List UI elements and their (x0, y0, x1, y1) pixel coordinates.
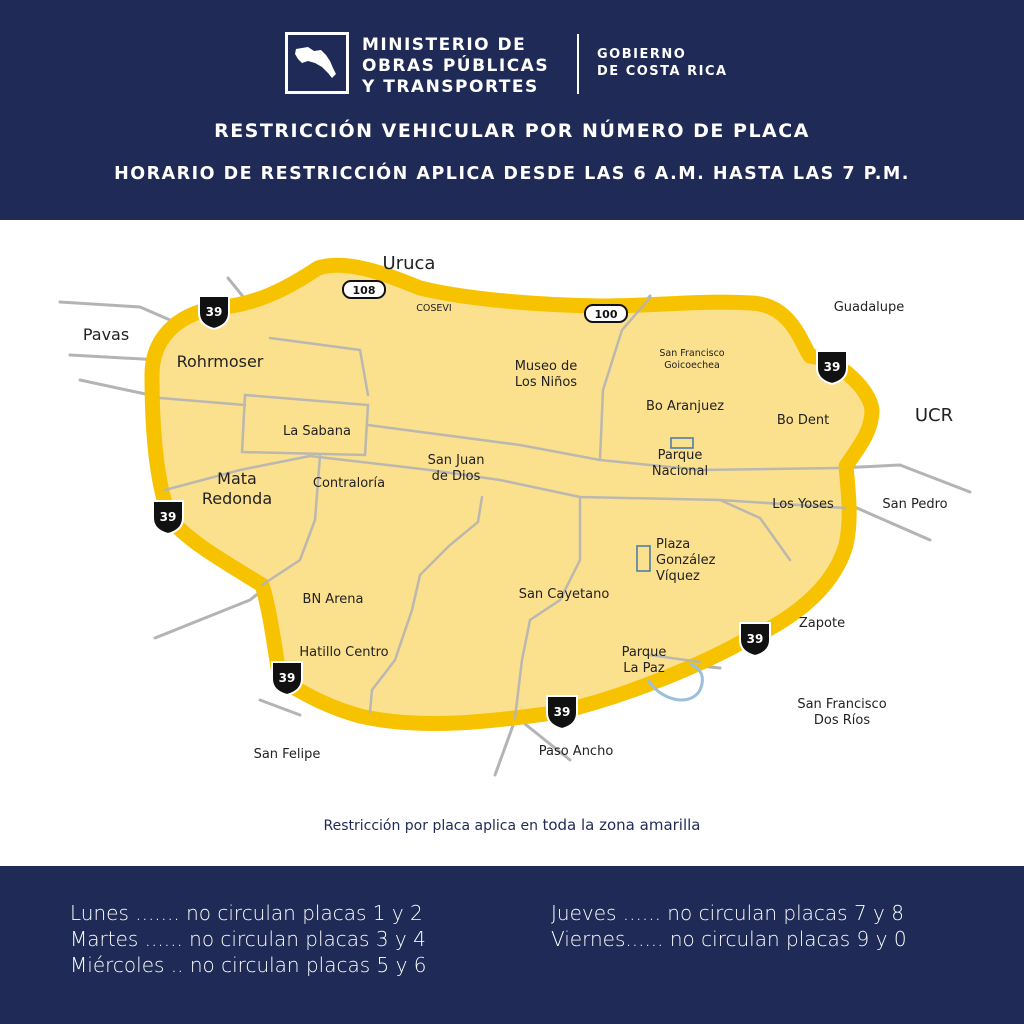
label-pavas: Pavas (82, 325, 130, 344)
route-39-shield (199, 296, 229, 329)
schedule-row-viernes: Viernes...... no circulan placas 9 y 0 (551, 927, 907, 951)
label-uruca: Uruca (382, 253, 436, 274)
label-rohrmoser: Rohrmoser (176, 352, 264, 371)
page-title: RESTRICCIÓN VEHICULAR POR NÚMERO DE PLACA (214, 120, 810, 142)
header-band (0, 0, 1024, 220)
label-sf-dos-rios-1: San Francisco (797, 697, 887, 712)
svg-text:39: 39 (823, 360, 841, 374)
restriction-zone-map (0, 220, 1024, 866)
svg-text:108: 108 (352, 284, 376, 297)
label-san-juan-de-dios-2: de Dios (431, 469, 481, 484)
route-39-shield (817, 351, 847, 384)
schedule-row-jueves: Jueves ...... no circulan placas 7 y 8 (551, 901, 904, 925)
label-contraloria: Contraloría (312, 476, 386, 491)
zone-note-prefix: Restricción por placa aplica en (323, 818, 543, 834)
schedule-subtitle: HORARIO DE RESTRICCIÓN APLICA DESDE LAS 6 A.M. HASTA LAS 7 P.M. (114, 164, 910, 184)
label-parque-nacional-1: Parque (657, 448, 703, 463)
label-museo-1: Museo de (514, 359, 578, 374)
label-sf-dos-rios-2: Dos Ríos (813, 713, 871, 728)
government-line: GOBIERNO (597, 47, 687, 62)
label-parque-la-paz-2: La Paz (623, 661, 665, 676)
route-39-shield (740, 623, 770, 656)
government-line: DE COSTA RICA (597, 64, 728, 79)
svg-text:39: 39 (553, 705, 571, 719)
svg-text:39: 39 (159, 510, 177, 524)
svg-text:39: 39 (278, 671, 296, 685)
label-los-yoses: Los Yoses (772, 497, 834, 512)
label-sf-goicoechea-2: Goicoechea (664, 360, 720, 371)
label-la-sabana: La Sabana (283, 424, 351, 439)
route-39-shield (272, 662, 302, 695)
zone-note-highlight: toda la zona amarilla (542, 816, 701, 834)
ministry-line: MINISTERIO DE (362, 35, 527, 55)
ministry-line: Y TRANSPORTES (362, 77, 539, 97)
label-san-juan-de-dios-1: San Juan (427, 453, 485, 468)
label-zapote: Zapote (798, 616, 846, 631)
costa-rica-map-icon (288, 35, 346, 91)
label-sf-goicoechea-1: San Francisco (659, 348, 725, 359)
label-bn-arena: BN Arena (302, 592, 364, 607)
label-plaza-gonzalez-2: González (656, 553, 716, 568)
label-hatillo-centro: Hatillo Centro (299, 645, 389, 660)
logo-divider (577, 34, 579, 94)
government-name (597, 46, 728, 80)
ministry-name (362, 35, 549, 98)
ministry-line: OBRAS PÚBLICAS (362, 56, 550, 76)
label-paso-ancho: Paso Ancho (538, 744, 614, 759)
label-plaza-gonzalez-1: Plaza (656, 537, 691, 552)
zone-note (0, 816, 1024, 834)
label-bo-aranjuez: Bo Aranjuez (645, 399, 725, 414)
label-guadalupe: Guadalupe (833, 300, 905, 315)
label-san-cayetano: San Cayetano (518, 587, 610, 602)
label-san-felipe: San Felipe (253, 747, 321, 762)
svg-text:39: 39 (205, 305, 223, 319)
svg-text:100: 100 (594, 308, 618, 321)
label-plaza-gonzalez-3: Víquez (656, 569, 700, 584)
label-ucr: UCR (914, 405, 954, 426)
label-museo-2: Los Niños (514, 375, 578, 390)
schedule-row-miercoles: Miércoles .. no circulan placas 5 y 6 (70, 953, 427, 977)
label-mata-redonda-1: Mata (217, 469, 257, 488)
label-bo-dent: Bo Dent (776, 413, 830, 428)
label-parque-la-paz-1: Parque (621, 645, 667, 660)
label-cosevi: COSEVI (416, 303, 452, 314)
schedule-row-lunes: Lunes ....... no circulan placas 1 y 2 (70, 901, 423, 925)
label-mata-redonda-2: Redonda (201, 489, 273, 508)
label-parque-nacional-2: Nacional (651, 464, 709, 479)
ministry-logo (285, 32, 349, 94)
schedule-left (70, 900, 427, 978)
schedule-right (551, 900, 907, 952)
svg-text:39: 39 (746, 632, 764, 646)
schedule-row-martes: Martes ...... no circulan placas 3 y 4 (70, 927, 426, 951)
route-39-shield (547, 696, 577, 729)
route-tag-108 (343, 281, 385, 298)
route-tag-100 (585, 305, 627, 322)
route-39-shield (153, 501, 183, 534)
label-san-pedro: San Pedro (882, 497, 948, 512)
